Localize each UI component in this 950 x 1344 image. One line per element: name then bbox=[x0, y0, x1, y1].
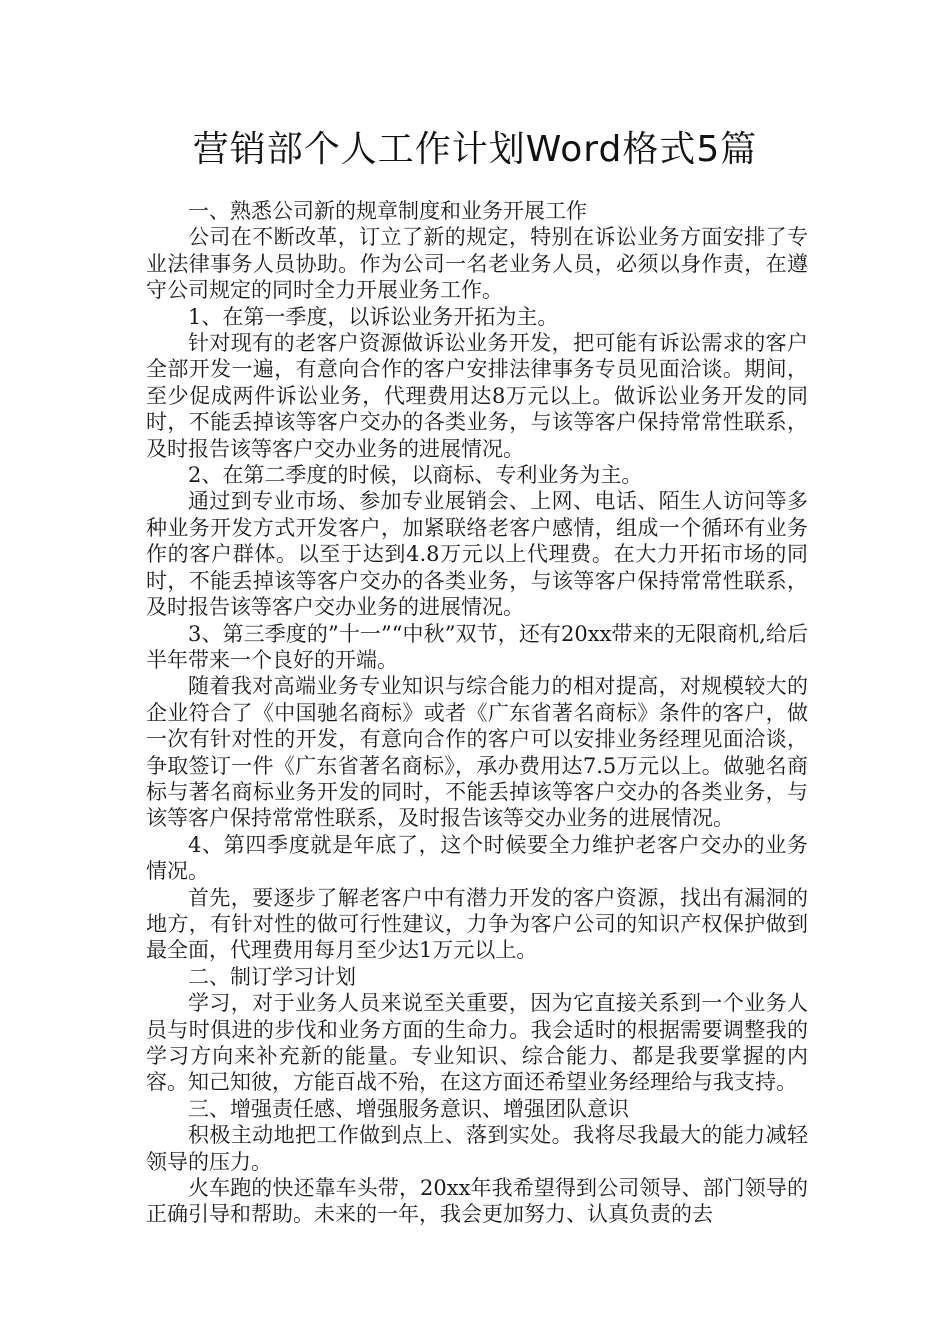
section-heading: 三、增强责任感、增强服务意识、增强团队意识 bbox=[188, 1096, 629, 1121]
body-paragraph: 首先，要逐步了解老客户中有潜力开发的客户资源，找出有漏洞的地方，有针对性的做可行性建议，力争为客户公司的知识产权保护做到最全面，代理费用每月至少达1万元以上。 bbox=[146, 885, 808, 963]
subsection-heading: 3、第三季度的”十一”“中秋”双节，还有20xx带来的无限商机,给后半年带来一个良好的开端。 bbox=[146, 621, 808, 672]
body-paragraph: 积极主动地把工作做到点上、落到实处。我将尽我最大的能力减轻领导的压力。 bbox=[146, 1123, 808, 1174]
body-paragraph: 通过到专业市场、参加专业展销会、上网、电话、陌生人访问等多种业务开发方式开发客户，加紧联络老客户感情，组成一个循环有业务作的客户群体。以至于达到4.8万元以上代理费。在大力开拓市场的同时，不能丢掉该等客户交办的各类业务，与该等客户保持常常性联系，及时报告该等客户交办业务的进展情况。 bbox=[146, 489, 808, 620]
body-paragraph: 随着我对高端业务专业知识与综合能力的相对提高，对规模较大的企业符合了《中国驰名商标》或者《广东省著名商标》条件的客户，做一次有针对性的开发，有意向合作的客户可以安排业务经理见面洽谈，争取签订一件《广东省著名商标》，承办费用达7.5万元以上。做驰名商标与著名商标业务开发的同时，不能丢掉该等客户交办的各类业务，与该等客户保持常常性联系，及时报告该等交办业务的进展情况。 bbox=[146, 674, 808, 831]
body-paragraph: 学习，对于业务人员来说至关重要，因为它直接关系到一个业务人员与时俱进的步伐和业务方面的生命力。我会适时的根据需要调整我的学习方向来补充新的能量。专业知识、综合能力、都是我要掌握的内容。知己知彼，方能百战不殆，在这方面还希望业务经理给与我支持。 bbox=[146, 991, 808, 1095]
body-paragraph: 公司在不断改革，订立了新的规定，特别在诉讼业务方面安排了专业法律事务人员协助。作为公司一名老业务人员，必须以身作责，在遵守公司规定的同时全力开展业务工作。 bbox=[146, 225, 808, 303]
document-body bbox=[146, 198, 808, 1228]
subsection-heading: 1、在第一季度，以诉讼业务开拓为主。 bbox=[188, 304, 559, 329]
subsection-heading: 2、在第二季度的时候，以商标、专利业务为主。 bbox=[188, 463, 643, 488]
body-paragraph: 火车跑的快还靠车头带，20xx年我希望得到公司领导、部门领导的正确引导和帮助。未来的一年，我会更加努力、认真负责的去 bbox=[146, 1176, 808, 1227]
body-paragraph: 针对现有的老客户资源做诉讼业务开发，把可能有诉讼需求的客户全部开发一遍，有意向合作的客户安排法律事务专员见面洽谈。期间，至少促成两件诉讼业务，代理费用达8万元以上。做诉讼业务开发的同时，不能丢掉该等客户交办的各类业务，与该等客户保持常常性联系，及时报告该等客户交办业务的进展情况。 bbox=[146, 331, 808, 461]
section-heading: 一、熟悉公司新的规章制度和业务开展工作 bbox=[188, 199, 587, 223]
document-title: 营销部个人工作计划Word格式5篇 bbox=[192, 129, 758, 170]
section-heading: 二、制订学习计划 bbox=[188, 964, 356, 989]
subsection-heading: 4、第四季度就是年底了，这个时候要全力维护老客户交办的业务情况。 bbox=[146, 832, 808, 884]
